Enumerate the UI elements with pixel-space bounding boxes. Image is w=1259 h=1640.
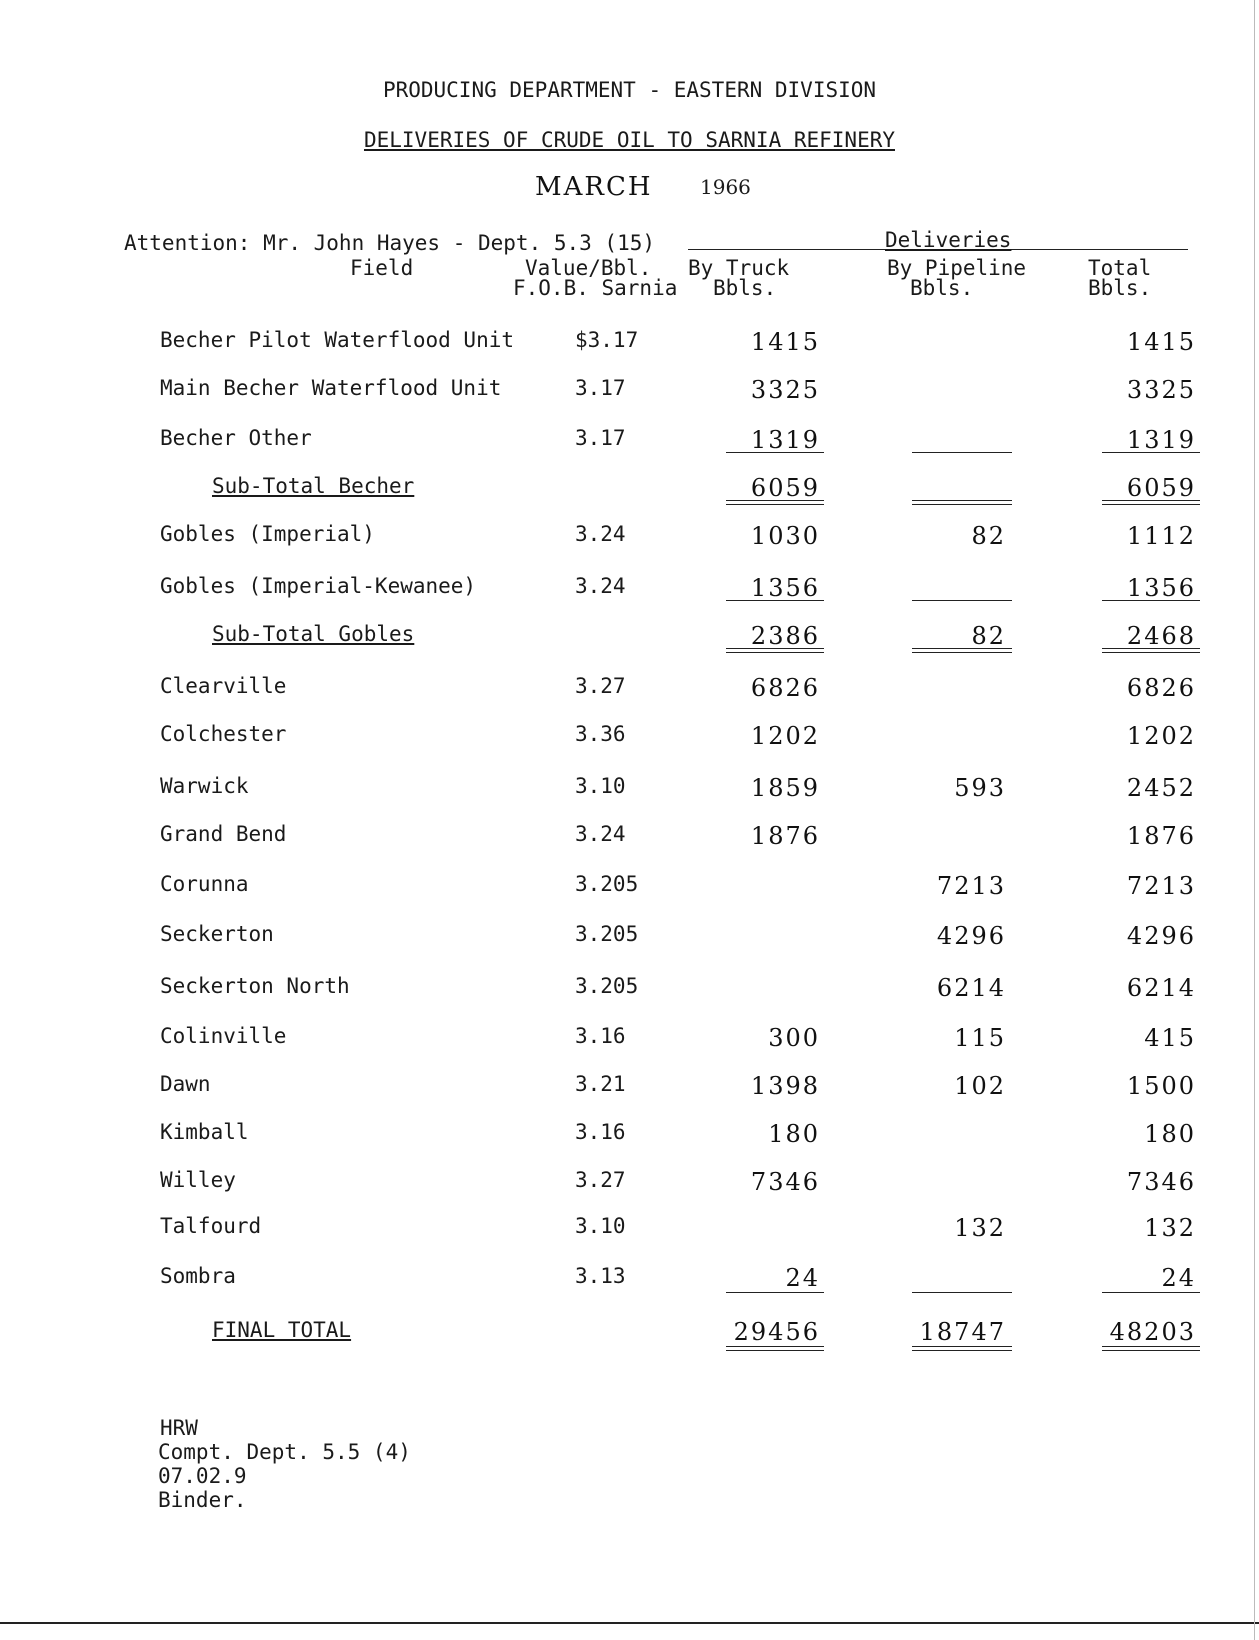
total-bbls: 6826 (1126, 674, 1196, 702)
final-total-bbls: 48203 (1109, 1318, 1196, 1346)
total-bbls: 7346 (1126, 1168, 1196, 1196)
truck-header-line1: By Truck (688, 256, 790, 280)
subtotal-rule (726, 452, 824, 453)
truck-bbls: 1859 (750, 774, 820, 802)
table-row (0, 574, 1259, 614)
footer-distribution: Compt. Dept. 5.5 (4) (158, 1440, 411, 1464)
total-bbls: 1319 (1126, 426, 1196, 454)
pipeline-bbls: 115 (954, 1024, 1006, 1052)
pipeline-bbls: 102 (954, 1072, 1006, 1100)
field-name: Gobles (Imperial) (160, 522, 375, 546)
table-row (0, 1168, 1259, 1208)
value-per-bbl: 3.205 (575, 974, 639, 998)
total-bbls: 1500 (1126, 1072, 1196, 1100)
field-name: Sub-Total Becher (212, 474, 415, 498)
field-name: Talfourd (160, 1214, 262, 1238)
total-bbls: 1415 (1126, 328, 1196, 356)
field-name: Becher Pilot Waterflood Unit (160, 328, 515, 352)
table-row (0, 376, 1259, 416)
table-row (0, 426, 1259, 466)
footer-initials: HRW (160, 1416, 198, 1440)
total-header-line2: Bbls. (1088, 276, 1152, 300)
field-column-header: Field (350, 256, 414, 280)
truck-bbls: 1876 (750, 822, 820, 850)
footer-file-code: 07.02.9 (158, 1464, 247, 1488)
page-bottom-edge (0, 1622, 1259, 1624)
truck-header-line2: Bbls. (713, 276, 777, 300)
field-name: Gobles (Imperial-Kewanee) (160, 574, 477, 598)
value-per-bbl: $3.17 (575, 328, 639, 352)
total-bbls: 1356 (1126, 574, 1196, 602)
field-name: Colinville (160, 1024, 287, 1048)
month-handwritten: MARCH (535, 172, 653, 202)
deliveries-group-header: Deliveries (885, 228, 1012, 252)
value-per-bbl: 3.17 (575, 426, 626, 450)
value-per-bbl: 3.27 (575, 1168, 626, 1192)
total-bbls: 4296 (1126, 922, 1196, 950)
total-bbls: 6214 (1126, 974, 1196, 1002)
table-row (0, 1072, 1259, 1112)
total-bbls: 6059 (1126, 474, 1196, 502)
truck-bbls: 300 (768, 1024, 820, 1052)
subtotal-row (0, 474, 1259, 514)
table-row (0, 1264, 1259, 1304)
year: 1966 (700, 175, 751, 199)
field-name: Seckerton (160, 922, 274, 946)
double-rule (912, 648, 1012, 653)
total-bbls: 24 (1161, 1264, 1196, 1292)
truck-bbls: 1319 (750, 426, 820, 454)
value-per-bbl: 3.24 (575, 822, 626, 846)
table-row (0, 1120, 1259, 1160)
double-rule (1102, 1346, 1200, 1351)
value-per-bbl: 3.16 (575, 1024, 626, 1048)
total-bbls: 415 (1144, 1024, 1196, 1052)
truck-bbls: 1398 (750, 1072, 820, 1100)
subtotal-rule (912, 452, 1012, 453)
total-rule (1102, 1292, 1200, 1293)
value-per-bbl: 3.205 (575, 922, 639, 946)
field-name: Colchester (160, 722, 287, 746)
field-name: Willey (160, 1168, 236, 1192)
double-rule (726, 648, 824, 653)
total-bbls: 132 (1144, 1214, 1196, 1242)
pipeline-bbls: 7213 (936, 872, 1006, 900)
pipeline-bbls: 6214 (936, 974, 1006, 1002)
field-name: Sub-Total Gobles (212, 622, 415, 646)
field-name: Corunna (160, 872, 249, 896)
pipeline-bbls: 82 (971, 622, 1006, 650)
truck-bbls: 6059 (750, 474, 820, 502)
subtotal-rule (726, 600, 824, 601)
double-rule (1102, 500, 1200, 505)
truck-bbls: 1202 (750, 722, 820, 750)
total-rule (726, 1292, 824, 1293)
subtotal-rule (1102, 600, 1200, 601)
pipeline-bbls: 593 (954, 774, 1006, 802)
truck-bbls: 3325 (750, 376, 820, 404)
total-bbls: 2468 (1126, 622, 1196, 650)
truck-bbls: 1415 (750, 328, 820, 356)
page-right-edge (1254, 0, 1255, 1640)
value-per-bbl: 3.36 (575, 722, 626, 746)
table-row (0, 974, 1259, 1014)
table-row (0, 674, 1259, 714)
table-row (0, 1214, 1259, 1254)
truck-bbls: 24 (785, 1264, 820, 1292)
table-row (0, 722, 1259, 762)
subtotal-rule (912, 600, 1012, 601)
value-per-bbl: 3.205 (575, 872, 639, 896)
final-pipeline-bbls: 18747 (919, 1318, 1006, 1346)
table-row (0, 328, 1259, 368)
table-row (0, 922, 1259, 962)
truck-bbls: 180 (768, 1120, 820, 1148)
total-bbls: 7213 (1126, 872, 1196, 900)
value-per-bbl: 3.17 (575, 376, 626, 400)
subtotal-row (0, 622, 1259, 662)
value-header-line2: F.O.B. Sarnia (513, 276, 678, 300)
value-per-bbl: 3.27 (575, 674, 626, 698)
field-name: Sombra (160, 1264, 236, 1288)
table-row (0, 872, 1259, 912)
pipeline-header-line2: Bbls. (910, 276, 974, 300)
truck-bbls: 1356 (750, 574, 820, 602)
total-bbls: 1112 (1126, 522, 1196, 550)
truck-bbls: 7346 (750, 1168, 820, 1196)
final-total-label: FINAL TOTAL (212, 1318, 352, 1342)
field-name: Main Becher Waterflood Unit (160, 376, 502, 400)
footer-binder: Binder. (158, 1488, 247, 1512)
final-truck-bbls: 29456 (733, 1318, 820, 1346)
value-header-line1: Value/Bbl. (525, 256, 652, 280)
value-per-bbl: 3.21 (575, 1072, 626, 1096)
final-total-row (0, 1318, 1259, 1358)
total-bbls: 3325 (1126, 376, 1196, 404)
double-rule (1102, 648, 1200, 653)
field-name: Becher Other (160, 426, 312, 450)
pipeline-header-line1: By Pipeline (887, 256, 1027, 280)
double-rule (912, 500, 1012, 505)
value-per-bbl: 3.10 (575, 774, 626, 798)
total-bbls: 180 (1144, 1120, 1196, 1148)
pipeline-bbls: 132 (954, 1214, 1006, 1242)
value-per-bbl: 3.13 (575, 1264, 626, 1288)
truck-bbls: 1030 (750, 522, 820, 550)
table-row (0, 822, 1259, 862)
subtotal-rule (1102, 452, 1200, 453)
double-rule (912, 1346, 1012, 1351)
value-per-bbl: 3.24 (575, 522, 626, 546)
field-name: Dawn (160, 1072, 211, 1096)
truck-bbls: 2386 (750, 622, 820, 650)
pipeline-bbls: 82 (971, 522, 1006, 550)
field-name: Seckerton North (160, 974, 350, 998)
double-rule (726, 500, 824, 505)
table-row (0, 774, 1259, 814)
field-name: Warwick (160, 774, 249, 798)
document-title: DELIVERIES OF CRUDE OIL TO SARNIA REFINERY (363, 128, 895, 152)
table-row (0, 1024, 1259, 1064)
total-rule (912, 1292, 1012, 1293)
total-bbls: 2452 (1126, 774, 1196, 802)
value-per-bbl: 3.24 (575, 574, 626, 598)
table-row (0, 522, 1259, 562)
field-name: Grand Bend (160, 822, 287, 846)
total-bbls: 1202 (1126, 722, 1196, 750)
department-heading: PRODUCING DEPARTMENT - EASTERN DIVISION (382, 78, 877, 102)
field-name: Clearville (160, 674, 287, 698)
double-rule (726, 1346, 824, 1351)
field-name: Kimball (160, 1120, 249, 1144)
value-per-bbl: 3.10 (575, 1214, 626, 1238)
total-header-line1: Total (1088, 256, 1152, 280)
value-per-bbl: 3.16 (575, 1120, 626, 1144)
total-bbls: 1876 (1126, 822, 1196, 850)
attention-line: Attention: Mr. John Hayes - Dept. 5.3 (15) (124, 231, 656, 255)
truck-bbls: 6826 (750, 674, 820, 702)
pipeline-bbls: 4296 (936, 922, 1006, 950)
